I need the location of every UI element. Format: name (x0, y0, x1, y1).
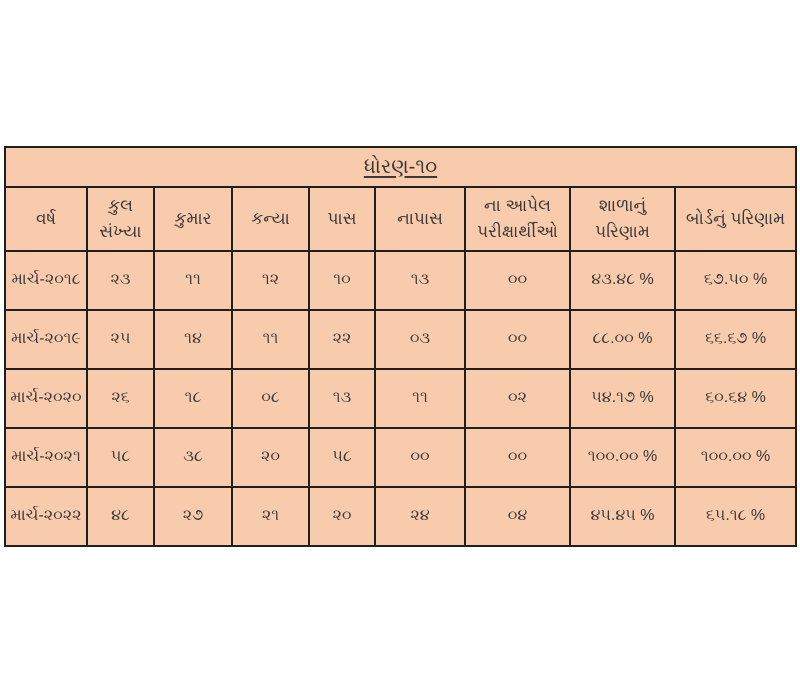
fail-cell: ૦૩ (375, 310, 465, 369)
year-cell: માર્ચ-૨૦૨૨ (5, 487, 87, 546)
table-row (5, 369, 796, 428)
fail-cell: ૧૩ (375, 251, 465, 310)
pass-cell: ૨૦ (309, 487, 375, 546)
girls-cell: ૦૮ (232, 369, 309, 428)
pass-cell: ૫૮ (309, 428, 375, 487)
school-result-cell: ૫૪.૧૭ % (570, 369, 675, 428)
absent-cell: ૦૪ (465, 487, 570, 546)
fail-cell: ૧૧ (375, 369, 465, 428)
column-header-school-result: શાળાનું પરિણામ (570, 187, 675, 251)
column-header-pass: પાસ (309, 187, 375, 251)
absent-cell: ૦૦ (465, 310, 570, 369)
column-header-total: કુલ સંખ્યા (87, 187, 154, 251)
column-header-girls: કન્યા (232, 187, 309, 251)
school-result-cell: ૧૦૦.૦૦ % (570, 428, 675, 487)
table-row (5, 428, 796, 487)
boys-cell: ૧૮ (154, 369, 232, 428)
board-result-cell: ૬૫.૧૮ % (675, 487, 796, 546)
table-row (5, 310, 796, 369)
total-cell: ૨૬ (87, 369, 154, 428)
table-row (5, 487, 796, 546)
total-cell: ૪૮ (87, 487, 154, 546)
total-cell: ૨૩ (87, 251, 154, 310)
girls-cell: ૧૧ (232, 310, 309, 369)
school-result-cell: ૪૫.૪૫ % (570, 487, 675, 546)
absent-cell: ૦૦ (465, 251, 570, 310)
boys-cell: ૧૧ (154, 251, 232, 310)
board-result-cell: ૬૦.૬૪ % (675, 369, 796, 428)
fail-cell: ૨૪ (375, 487, 465, 546)
column-header-boys: કુમાર (154, 187, 232, 251)
year-cell: માર્ચ-૨૦૨૧ (5, 428, 87, 487)
girls-cell: ૨૧ (232, 487, 309, 546)
column-header-absent: ના આપેલ પરીક્ષાર્થીઓ (465, 187, 570, 251)
board-result-cell: ૧૦૦.૦૦ % (675, 428, 796, 487)
header-row (5, 187, 796, 251)
school-result-cell: ૪૩.૪૮ % (570, 251, 675, 310)
table-title: ધોરણ-૧૦ (363, 155, 438, 178)
column-header-fail: નાપાસ (375, 187, 465, 251)
total-cell: ૨૫ (87, 310, 154, 369)
board-result-cell: ૬૭.૫૦ % (675, 251, 796, 310)
school-result-cell: ૮૮.૦૦ % (570, 310, 675, 369)
pass-cell: ૧૦ (309, 251, 375, 310)
boys-cell: ૨૭ (154, 487, 232, 546)
absent-cell: ૦૦ (465, 428, 570, 487)
results-table-container (4, 146, 795, 547)
fail-cell: ૦૦ (375, 428, 465, 487)
std10-results-table (4, 146, 797, 547)
table-row (5, 251, 796, 310)
absent-cell: ૦૨ (465, 369, 570, 428)
year-cell: માર્ચ-૨૦૨૦ (5, 369, 87, 428)
year-cell: માર્ચ-૨૦૧૯ (5, 310, 87, 369)
girls-cell: ૧૨ (232, 251, 309, 310)
boys-cell: ૩૮ (154, 428, 232, 487)
total-cell: ૫૮ (87, 428, 154, 487)
title-row (5, 147, 796, 187)
column-header-board-result: બોર્ડનું પરિણામ (675, 187, 796, 251)
girls-cell: ૨૦ (232, 428, 309, 487)
pass-cell: ૨૨ (309, 310, 375, 369)
board-result-cell: ૬૬.૬૭ % (675, 310, 796, 369)
year-cell: માર્ચ-૨૦૧૮ (5, 251, 87, 310)
column-header-year: વર્ષ (5, 187, 87, 251)
pass-cell: ૧૩ (309, 369, 375, 428)
boys-cell: ૧૪ (154, 310, 232, 369)
table-title-cell (5, 147, 796, 187)
